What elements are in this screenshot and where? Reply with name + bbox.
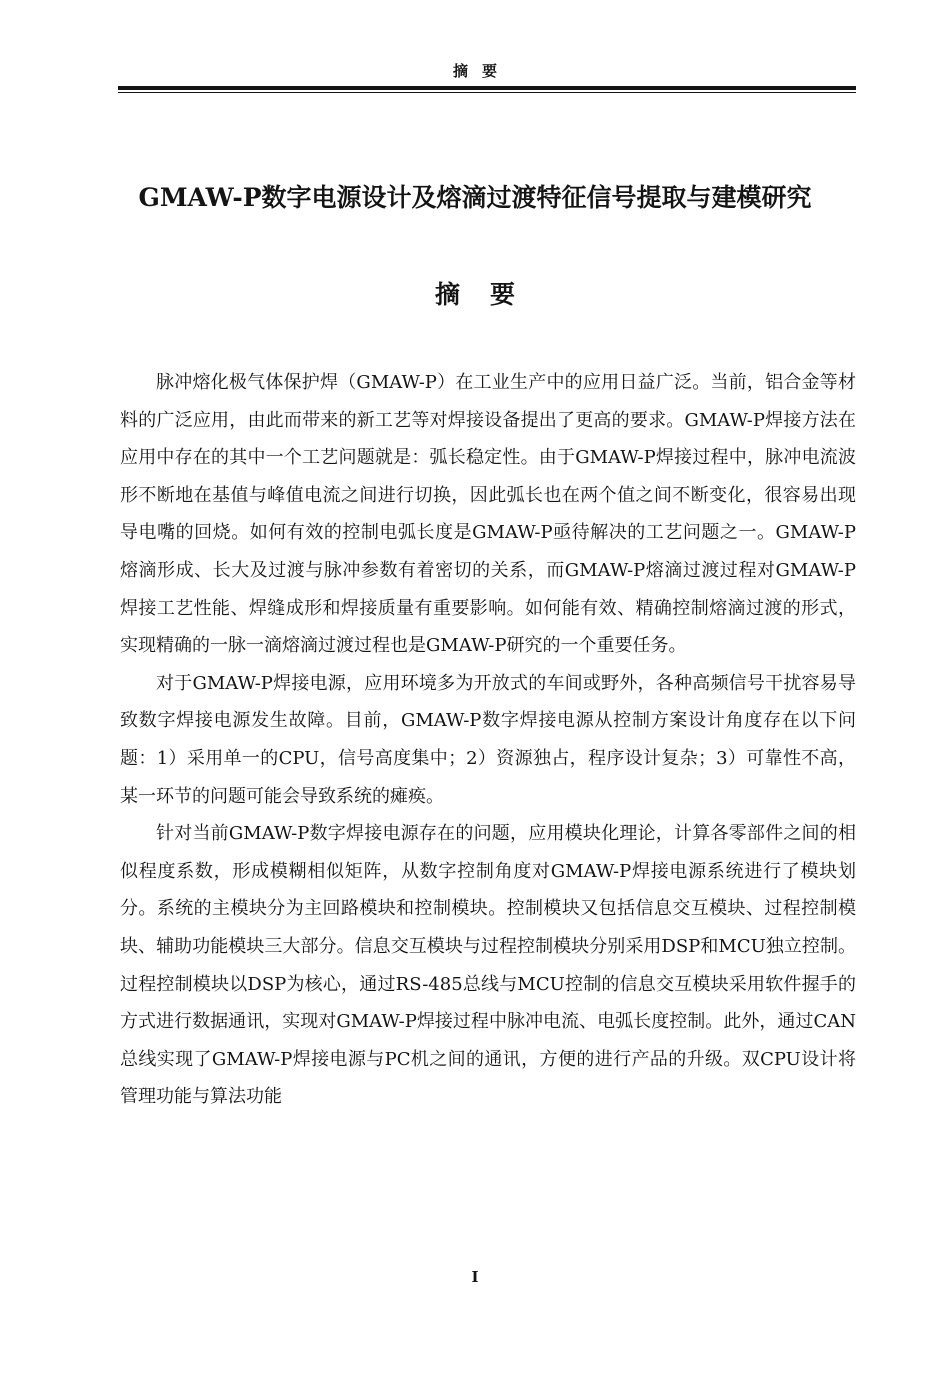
header-rule [118,86,856,90]
abstract-body [120,364,856,1116]
thesis-title: GMAW-P数字电源设计及熔滴过渡特征信号提取与建模研究 [138,183,812,212]
page-number: I [471,1268,479,1286]
running-header: 摘要 [452,62,511,80]
paragraph: 脉冲熔化极气体保护焊（GMAW-P）在工业生产中的应用日益广泛。当前，铝合金等材料的广泛应用，由此而带来的新工艺等对焊接设备提出了更高的要求。GMAW-P焊接方法在应用中存在的其中一个工艺问题就是：弧长稳定性。由于GMAW-P焊接过程中，脉冲电流波形不断地在基值与峰值电流之间进行切换，因此弧长也在两个值之间不断变化，很容易出现导电嘴的回烧。如何有效的控制电弧长度是GMAW-P亟待解决的工艺问题之一。GMAW-P熔滴形成、长大及过渡与脉冲参数有着密切的关系，而GMAW-P熔滴过渡过程对GMAW-P焊接工艺性能、焊缝成形和焊接质量有重要影响。如何能有效、精确控制熔滴过渡的形式，实现精确的一脉一滴熔滴过渡过程也是GMAW-P研究的一个重要任务。 [120,372,856,657]
abstract-heading: 摘要 [434,280,545,309]
paragraph: 对于GMAW-P焊接电源，应用环境多为开放式的车间或野外，各种高频信号干扰容易导致数字焊接电源发生故障。目前，GMAW-P数字焊接电源从控制方案设计角度存在以下问题：1）采用单一的CPU，信号高度集中；2）资源独占，程序设计复杂；3）可靠性不高，某一环节的问题可能会导致系统的瘫痪。 [120,672,856,807]
header-rule-thin [118,92,856,93]
paragraph: 针对当前GMAW-P数字焊接电源存在的问题，应用模块化理论，计算各零部件之间的相似程度系数，形成模糊相似矩阵，从数字控制角度对GMAW-P焊接电源系统进行了模块划分。系统的主模块分为主回路模块和控制模块。控制模块又包括信息交互模块、过程控制模块、辅助功能模块三大部分。信息交互模块与过程控制模块分别采用DSP和MCU独立控制。过程控制模块以DSP为核心，通过RS-485总线与MCU控制的信息交互模块采用软件握手的方式进行数据通讯，实现对GMAW-P焊接过程中脉冲电流、电弧长度控制。此外，通过CAN总线实现了GMAW-P焊接电源与PC机之间的通讯，方便的进行产品的升级。双CPU设计将管理功能与算法功能 [120,823,856,1108]
